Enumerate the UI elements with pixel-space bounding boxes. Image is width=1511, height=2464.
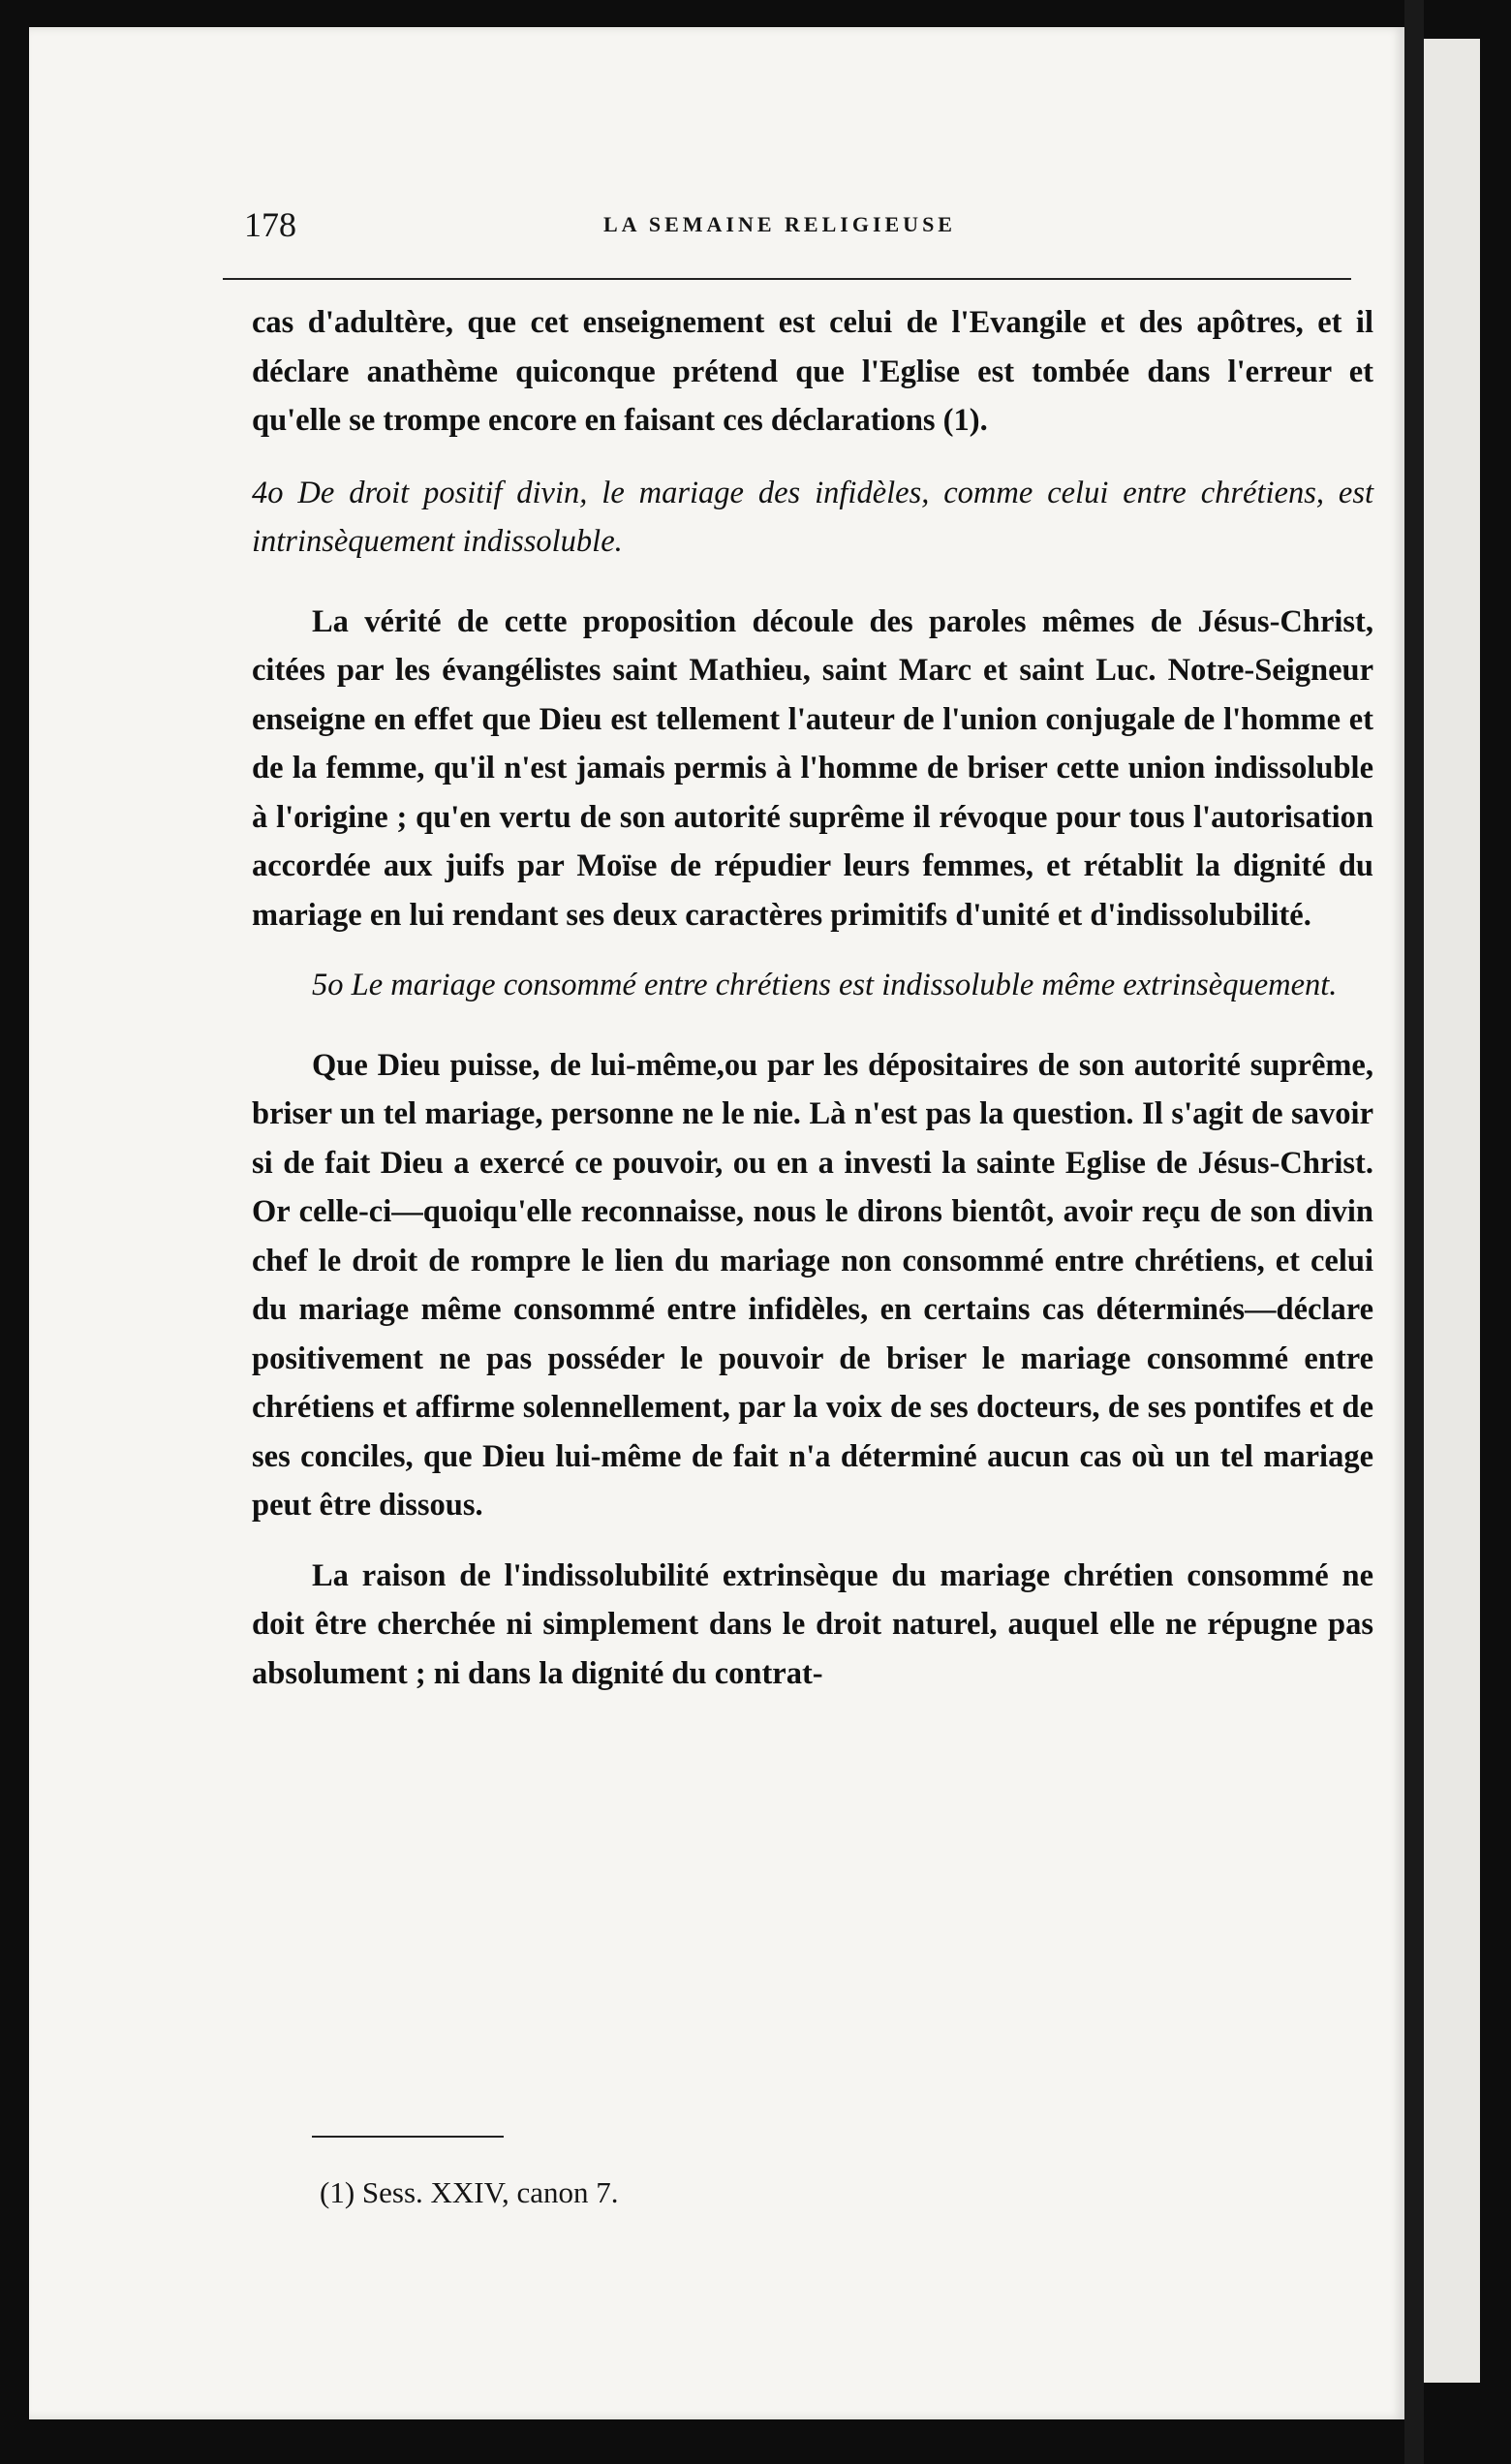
proposition-text: Le mariage consommé entre chrétiens est indissoluble même extrinsèquement.: [351, 968, 1338, 1002]
proposition-5: [252, 961, 1373, 1010]
book-gutter: [1404, 0, 1424, 2464]
continuation-paragraph: cas d'adultère, que cet enseignement est celui de l'Evangile et des apôtres, et il déclare anathème quiconque prétend que l'Eglise est tombée dans l'erreur et qu'elle se trompe encore en faisant ces déclarations (1).: [252, 305, 1373, 438]
proposition-4: [252, 469, 1373, 567]
body-paragraph: La vérité de cette proposition découle des paroles mêmes de Jésus-Christ, citées par les évangélistes saint Mathieu, saint Marc et saint Luc. Notre-Seigneur enseigne en effet que Dieu est tellement l'auteur de l'union conjugale de l'homme et de la femme, qu'il n'est jamais permis à l'homme de briser cette union indissoluble à l'origine ; qu'en vertu de son autorité suprême il révoque pour tous l'autorisation accordée aux juifs par Moïse de répudier leurs femmes, et rétablit la dignité du mariage en lui rendant ses deux caractères primitifs d'unité et d'indissolubilité.: [252, 603, 1373, 933]
page-header: [221, 199, 1352, 257]
footnote: (1) Sess. XXIV, canon 7.: [320, 2175, 619, 2209]
page-body: [252, 298, 1373, 1698]
proposition-number: 4o: [252, 475, 284, 510]
running-title: LA SEMAINE RELIGIEUSE: [603, 212, 956, 236]
body-paragraph: La raison de l'indissolubilité extrinsèque du mariage chrétien consommé ne doit être cherchée ni simplement dans le droit naturel, auquel elle ne répugne pas absolument ; ni dans la dignité du contrat-: [252, 1557, 1373, 1691]
footnote-rule: [312, 2136, 504, 2138]
proposition-number: 5o: [312, 968, 344, 1002]
adjacent-page-edge: [1424, 39, 1480, 2383]
body-paragraph: Que Dieu puisse, de lui-même,ou par les dépositaires de son autorité suprême, briser un tel mariage, personne ne le nie. Là n'est pas la question. Il s'agit de savoir si de fait Dieu a exercé ce pouvoir, ou en a investi la sainte Eglise de Jésus-Christ. Or celle-ci—quoiqu'elle reconnaisse, nous le dirons bientôt, avoir reçu de son divin chef le droit de rompre le lien du mariage non consommé entre chrétiens, et celui du mariage même consommé entre infidèles, en certains cas déterminés—déclare positivement ne pas posséder le pouvoir de briser le mariage consommé entre chrétiens et affirme solennellement, par la voix de ses docteurs, de ses pontifes et de ses conciles, que Dieu lui-même de fait n'a déterminé aucun cas où un tel mariage peut être dissous.: [252, 1047, 1373, 1523]
page-number: 178: [244, 205, 296, 244]
proposition-text: De droit positif divin, le mariage des infidèles, comme celui entre chrétiens, est intrinsèquement indissoluble.: [252, 475, 1373, 559]
header-rule: [223, 278, 1351, 280]
